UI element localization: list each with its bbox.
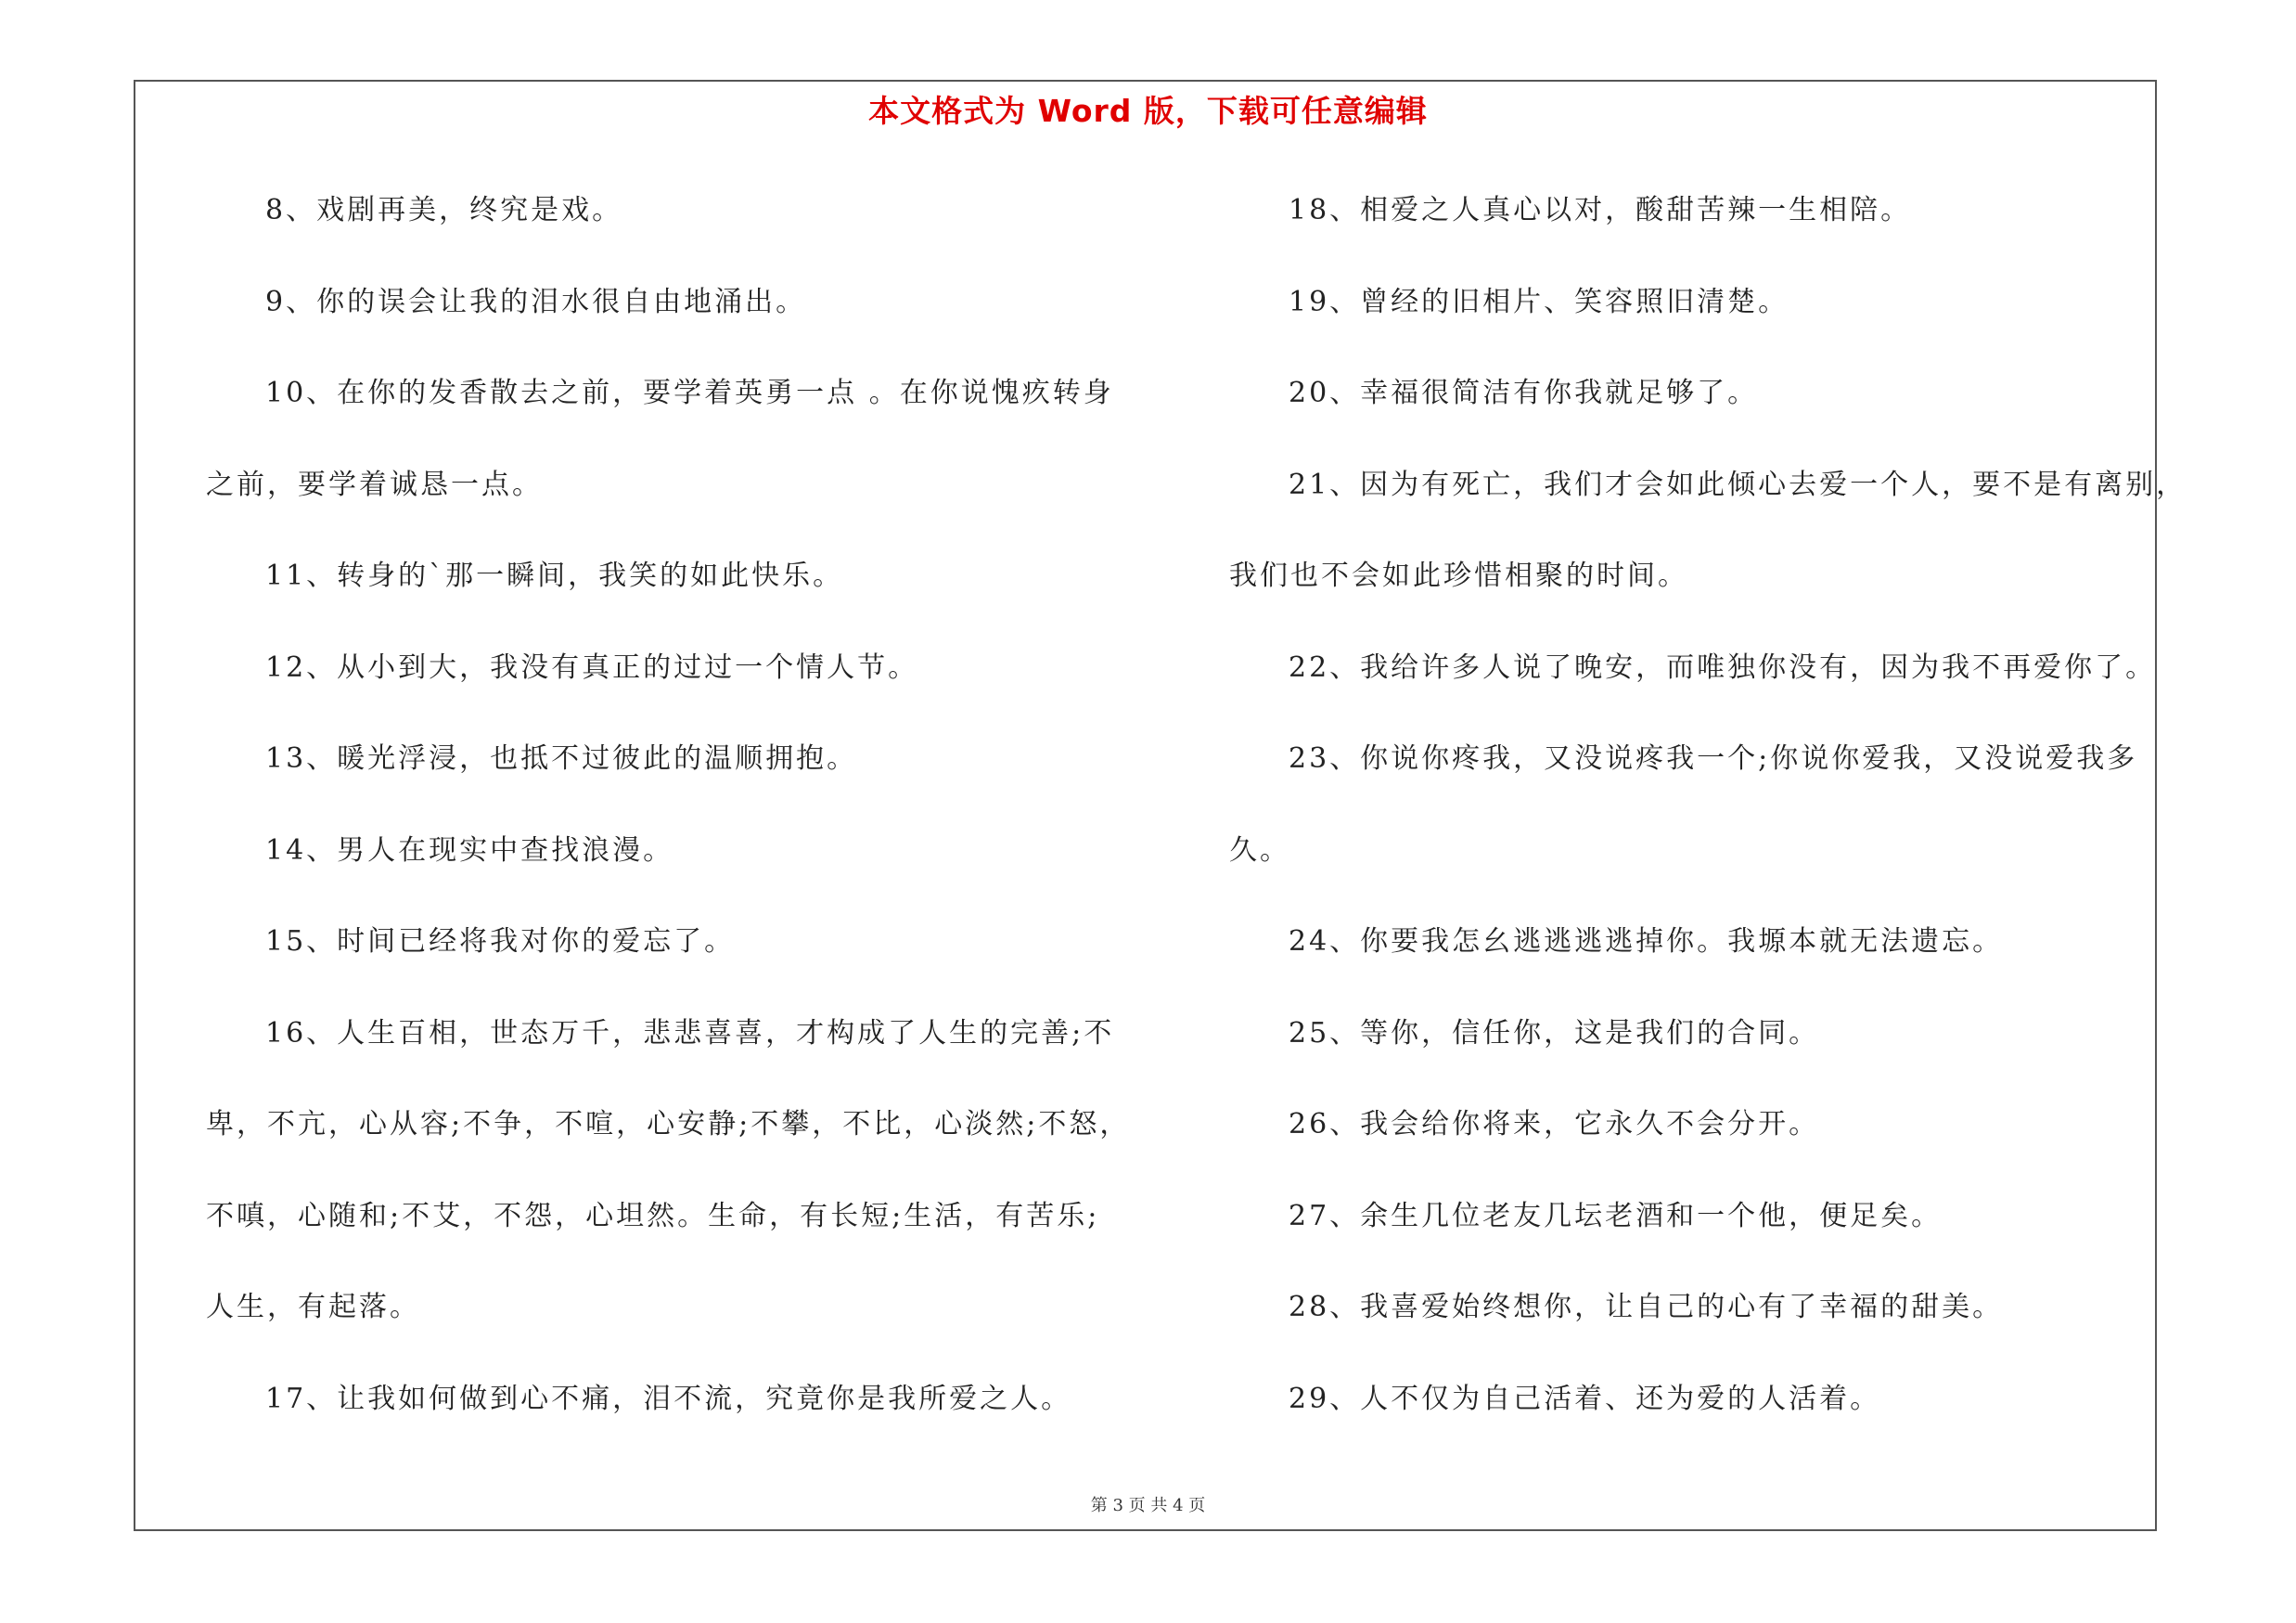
text-line: 16、人生百相，世态万千，悲悲喜喜，才构成了人生的完善;不 <box>265 1016 1115 1050</box>
text-line: 人生，有起落。 <box>206 1291 420 1323</box>
text-line: 之前，要学着诚恳一点。 <box>206 468 543 501</box>
text-line: 28、我喜爱始终想你，让自己的心有了幸福的甜美。 <box>1289 1291 2004 1323</box>
text-line: 22、我给许多人说了晚安，而唯独你没有，因为我不再爱你了。 <box>1289 650 2157 684</box>
text-line: 24、你要我怎幺逃逃逃逃掉你。我塬本就无法遗忘。 <box>1289 925 2004 958</box>
page-number-footer: 第 3 页 共 4 页 <box>1090 1496 1206 1515</box>
text-line: 20、幸福很简洁有你我就足够了。 <box>1289 377 1759 409</box>
text-line: 12、从小到大，我没有真正的过过一个情人节。 <box>265 650 919 684</box>
text-line: 15、时间已经将我对你的爱忘了。 <box>265 925 736 958</box>
text-line: 我们也不会如此珍惜相聚的时间。 <box>1229 560 1688 592</box>
word-banner: 本文格式为 Word 版，下载可任意编辑 <box>868 93 1428 129</box>
text-line: 25、等你，信任你，这是我们的合同。 <box>1289 1016 1820 1050</box>
text-line: 14、男人在现实中查找浪漫。 <box>265 833 674 867</box>
text-line: 8、戏剧再美，终究是戏。 <box>265 194 623 226</box>
text-line: 29、人不仅为自己活着、还为爱的人活着。 <box>1289 1382 1881 1415</box>
text-line: 9、你的误会让我的泪水很自由地涌出。 <box>265 285 807 318</box>
text-line: 卑，不亢，心从容;不争，不喧，心安静;不攀，不比，心淡然;不怒， <box>206 1108 1131 1140</box>
text-line: 久。 <box>1229 833 1290 867</box>
text-line: 不嗔，心随和;不艾，不怨，心坦然。生命，有长短;生活，有苦乐; <box>206 1199 1100 1232</box>
text-line: 26、我会给你将来，它永久不会分开。 <box>1289 1108 1820 1140</box>
text-line: 21、因为有死亡，我们才会如此倾心去爱一个人，要不是有离别， <box>1289 468 2187 501</box>
text-line: 18、相爱之人真心以对，酸甜苦辣一生相陪。 <box>1289 194 1912 226</box>
text-line: 17、让我如何做到心不痛，泪不流，究竟你是我所爱之人。 <box>265 1382 1072 1415</box>
text-line: 19、曾经的旧相片、笑容照旧清楚。 <box>1289 285 1789 318</box>
text-line: 27、余生几位老友几坛老酒和一个他，便足矣。 <box>1289 1199 1943 1232</box>
text-line: 11、转身的`那一瞬间，我笑的如此快乐。 <box>265 560 844 592</box>
text-line: 23、你说你疼我，又没说疼我一个;你说你爱我，又没说爱我多 <box>1289 742 2138 775</box>
text-line: 10、在你的发香散去之前，要学着英勇一点 。在你说愧疚转身 <box>265 377 1114 409</box>
text-line: 13、暖光浮浸，也抵不过彼此的温顺拥抱。 <box>265 742 858 775</box>
